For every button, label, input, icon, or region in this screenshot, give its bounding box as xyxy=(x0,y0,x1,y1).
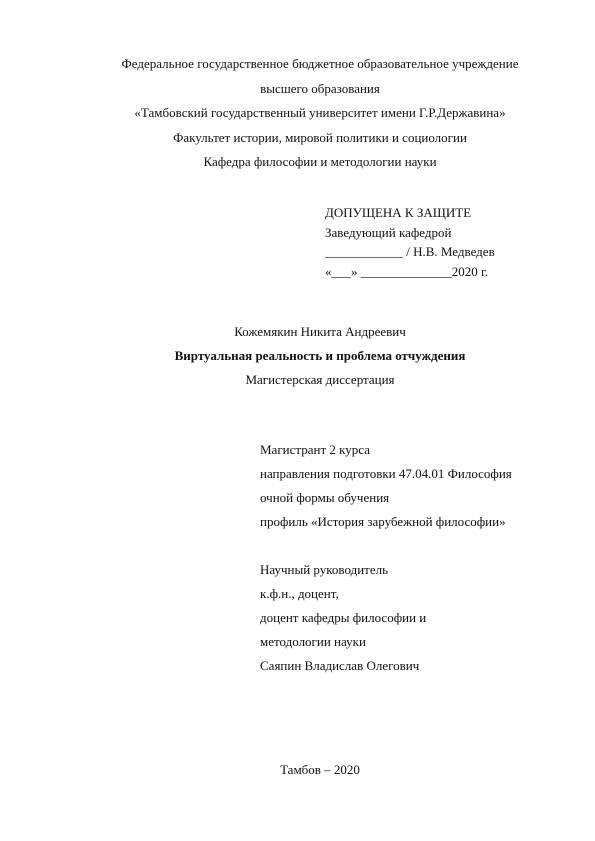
header-line-department: Кафедра философии и методологии науки xyxy=(203,154,437,169)
advisor-line-position-cont: методологии науки xyxy=(260,634,366,649)
thesis-author: Кожемякин Никита Андреевич xyxy=(234,324,406,339)
thesis-title-block xyxy=(0,324,595,396)
advisor-info xyxy=(260,562,590,682)
approval-title: ДОПУЩЕНА К ЗАЩИТЕ xyxy=(325,205,472,220)
footer xyxy=(0,762,595,778)
student-info xyxy=(260,442,590,538)
student-line-course: Магистрант 2 курса xyxy=(260,442,370,457)
header-line-faculty: Факультет истории, мировой политики и социологии xyxy=(173,129,467,145)
approval-signature-line: ____________ / Н.В. Медведев xyxy=(325,244,495,259)
thesis-type: Магистерская диссертация xyxy=(245,372,395,387)
advisor-line-degree: к.ф.н., доцент, xyxy=(260,586,339,601)
student-line-profile: профиль «История зарубежной философии» xyxy=(260,514,506,529)
advisor-line-position: доцент кафедры философии и xyxy=(260,610,427,625)
header-line-ministry: Федеральное государственное бюджетное образовательное учреждение xyxy=(121,56,519,71)
thesis-title: Виртуальная реальность и проблема отчуждения xyxy=(174,348,466,363)
footer-city-year: Тамбов – 2020 xyxy=(280,762,360,777)
institution-header xyxy=(0,56,595,179)
header-line-education-level: высшего образования xyxy=(260,80,380,96)
advisor-line-role: Научный руководитель xyxy=(260,562,389,577)
approval-date-line: «___» ______________2020 г. xyxy=(325,263,489,279)
student-line-study-form: очной формы обучения xyxy=(260,490,390,505)
student-line-program: направления подготовки 47.04.01 Философия xyxy=(260,466,512,481)
advisor-line-name: Саяпин Владислав Олегович xyxy=(260,658,420,673)
approval-stamp xyxy=(325,205,585,283)
header-line-university: «Тамбовский государственный университет имени Г.Р.Державина» xyxy=(134,105,506,120)
approval-position: Заведующий кафедрой xyxy=(325,224,452,240)
